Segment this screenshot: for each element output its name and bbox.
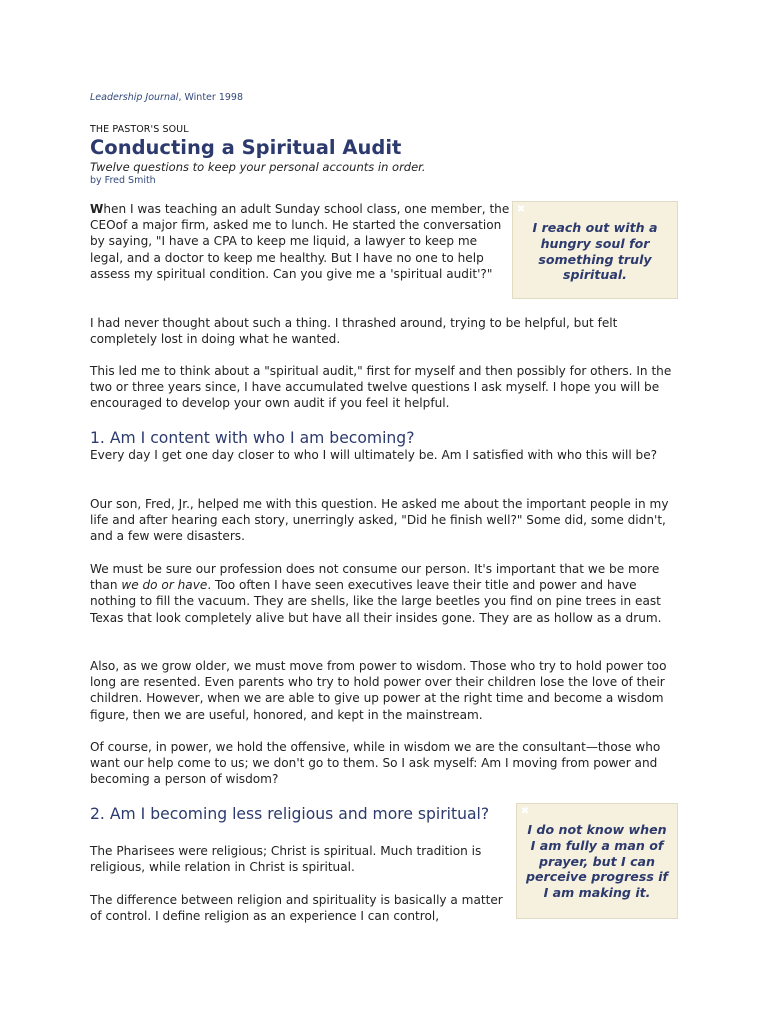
question-1-paragraph-3: We must be sure our profession does not consume our person. It's important that we be more than we do or have. Too often I have seen executives leave their title and power and have nothing to fill the vacuum. They are shells, like the large beetles you find on pine trees in east Texas that look completely alive but have all their insides gone. They are as hollow as a drum. xyxy=(90,562,662,625)
question-1-heading: 1. Am I content with who I am becoming? xyxy=(90,429,415,447)
pull-quote-text: I do not know when I am fully a man of prayer, but I can perceive progress if I am making it. xyxy=(525,822,669,901)
pull-quote-text: I reach out with a hungry soul for something truly spiritual. xyxy=(532,220,658,283)
emphasis: we do or have xyxy=(121,578,208,593)
intro-paragraph-2: I had never thought about such a thing. I thrashed around, trying to be helpful, but felt completely lost in doing what he wanted. xyxy=(90,316,618,347)
article-title: Conducting a Spiritual Audit xyxy=(90,136,402,159)
section-kicker: THE PASTOR'S SOUL xyxy=(90,124,189,135)
question-1-paragraph-2: Our son, Fred, Jr., helped me with this question. He asked me about the important people in my life and after hearing each story, unerringly asked, "Did he finish well?" Some did, some didn't, and a few were disasters. xyxy=(90,497,669,544)
journal-name: Leadership Journal xyxy=(90,92,179,103)
question-2-heading: 2. Am I becoming less religious and more spiritual? xyxy=(90,805,490,823)
pull-quote-2 xyxy=(516,803,678,919)
question-1-paragraph-4: Also, as we grow older, we must move from power to wisdom. Those who try to hold power too long are resented. Even parents who try to hold power over their children lose the love of their children. However, when we are able to give up power at the right time and become a wisdom figure, then we are useful, honored, and kept in the mainstream. xyxy=(90,659,667,722)
image-placeholder-icon: ✖ xyxy=(516,204,526,215)
question-1-paragraph-1: Every day I get one day closer to who I will ultimately be. Am I satisfied with who this will be? xyxy=(90,448,658,462)
image-placeholder-icon: ✖ xyxy=(520,806,530,817)
drop-cap: W xyxy=(90,202,104,216)
question-1-paragraph-5: Of course, in power, we hold the offensive, while in wisdom we are the consultant—those who want our help come to us; we don't go to them. So I ask myself: Am I moving from power and becoming a person of wisdom? xyxy=(90,740,661,787)
intro-paragraph-1: When I was teaching an adult Sunday school class, one member, the CEOof a major firm, asked me to lunch. He started the conversation by saying, "I have a CPA to keep me liquid, a lawyer to keep me legal, and a doctor to keep me healthy. But I have no one to help assess my spiritual condition. Can you give me a 'spiritual audit'?" xyxy=(90,202,510,281)
source-line xyxy=(90,92,243,103)
question-2-paragraph-2: The difference between religion and spirituality is basically a matter of control. I define religion as an experience I can control, xyxy=(90,893,503,924)
question-2-paragraph-1: The Pharisees were religious; Christ is spiritual. Much tradition is religious, while relation in Christ is spiritual. xyxy=(90,844,482,875)
issue-date: , Winter 1998 xyxy=(178,92,243,103)
byline: by Fred Smith xyxy=(90,175,156,186)
intro-paragraph-3: This led me to think about a "spiritual audit," first for myself and then possibly for others. In the two or three years since, I have accumulated twelve questions I ask myself. I hope you will be encouraged to develop your own audit if you feel it helpful. xyxy=(90,364,672,411)
article-subtitle: Twelve questions to keep your personal accounts in order. xyxy=(90,160,426,174)
pull-quote-1 xyxy=(512,201,678,299)
